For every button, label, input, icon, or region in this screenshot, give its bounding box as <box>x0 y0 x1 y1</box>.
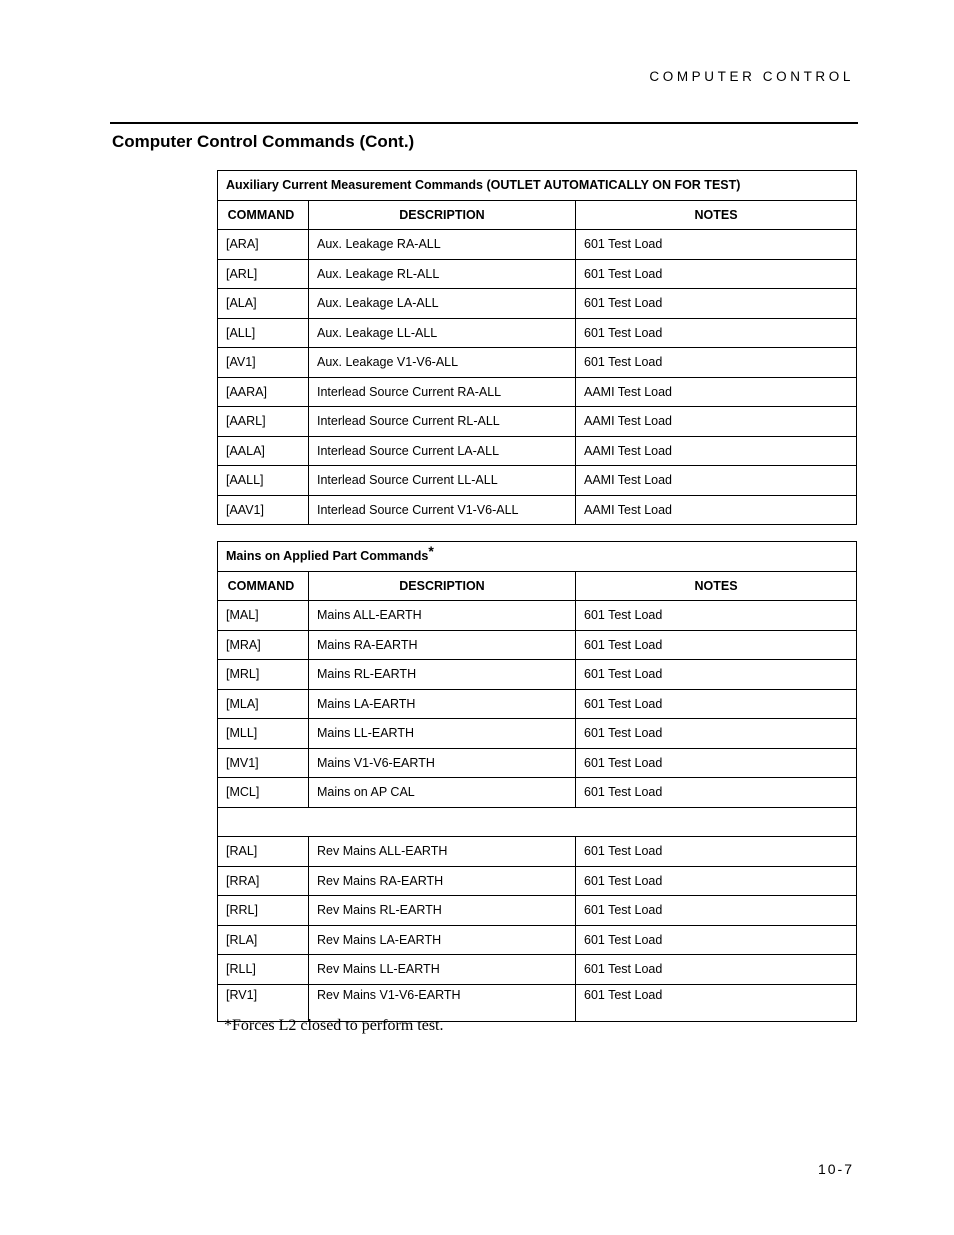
description-cell: Aux. Leakage LA-ALL <box>309 289 576 319</box>
column-header-description: DESCRIPTION <box>309 571 576 601</box>
description-cell: Aux. Leakage RL-ALL <box>309 259 576 289</box>
table-row <box>218 778 857 808</box>
description-cell: Mains ALL-EARTH <box>309 601 576 631</box>
table-row <box>218 689 857 719</box>
notes-cell: 601 Test Load <box>576 719 857 749</box>
footnote: *Forces L2 closed to perform test. <box>224 1017 444 1034</box>
notes-cell: AAMI Test Load <box>576 436 857 466</box>
table-caption: Auxiliary Current Measurement Commands (OUTLET AUTOMATICALLY ON FOR TEST) <box>218 171 857 201</box>
header-rule <box>110 122 858 124</box>
table-row <box>218 719 857 749</box>
table-row <box>218 495 857 525</box>
table-caption <box>218 542 857 572</box>
table-row <box>218 925 857 955</box>
command-cell: [RRL] <box>218 896 309 926</box>
notes-cell: 601 Test Load <box>576 348 857 378</box>
description-cell: Rev Mains RA-EARTH <box>309 866 576 896</box>
description-cell: Mains RL-EARTH <box>309 660 576 690</box>
description-cell: Aux. Leakage RA-ALL <box>309 230 576 260</box>
command-cell: [RAL] <box>218 837 309 867</box>
caption-text: Mains on Applied Part Commands <box>226 549 429 564</box>
table-row <box>218 866 857 896</box>
description-cell: Mains RA-EARTH <box>309 630 576 660</box>
description-cell: Mains LA-EARTH <box>309 689 576 719</box>
table-row <box>218 955 857 985</box>
notes-cell: 601 Test Load <box>576 318 857 348</box>
column-header-description: DESCRIPTION <box>309 200 576 230</box>
command-cell: [AARA] <box>218 377 309 407</box>
command-cell: [ARL] <box>218 259 309 289</box>
spacer-row <box>218 807 857 837</box>
page-number: 10-7 <box>817 1161 854 1177</box>
command-cell: [AAV1] <box>218 495 309 525</box>
notes-cell: 601 Test Load <box>576 660 857 690</box>
command-cell: [AALA] <box>218 436 309 466</box>
table-row <box>218 896 857 926</box>
notes-cell: 601 Test Load <box>576 689 857 719</box>
table-row <box>218 630 857 660</box>
description-cell: Interlead Source Current LA-ALL <box>309 436 576 466</box>
command-cell: [MRL] <box>218 660 309 690</box>
table-row <box>218 748 857 778</box>
spacer-cell <box>218 807 857 837</box>
notes-cell: 601 Test Load <box>576 925 857 955</box>
command-cell: [AARL] <box>218 407 309 437</box>
notes-cell: 601 Test Load <box>576 230 857 260</box>
table-row <box>218 466 857 496</box>
notes-cell: AAMI Test Load <box>576 377 857 407</box>
description-cell: Interlead Source Current V1-V6-ALL <box>309 495 576 525</box>
running-head: COMPUTER CONTROL <box>649 69 854 84</box>
command-cell: [ALL] <box>218 318 309 348</box>
table-row <box>218 837 857 867</box>
command-cell: [MLL] <box>218 719 309 749</box>
notes-cell: 601 Test Load <box>576 837 857 867</box>
command-cell: [MAL] <box>218 601 309 631</box>
footnote-marker: * <box>428 543 434 560</box>
notes-cell: 601 Test Load <box>576 748 857 778</box>
command-cell: [ALA] <box>218 289 309 319</box>
command-cell: [MCL] <box>218 778 309 808</box>
description-cell: Interlead Source Current RA-ALL <box>309 377 576 407</box>
notes-cell: 601 Test Load <box>576 778 857 808</box>
notes-cell: AAMI Test Load <box>576 495 857 525</box>
mains-applied-part-commands-table <box>217 541 857 1022</box>
description-cell: Rev Mains RL-EARTH <box>309 896 576 926</box>
table-row <box>218 984 857 1021</box>
table-row <box>218 230 857 260</box>
command-cell: [ARA] <box>218 230 309 260</box>
description-cell: Mains on AP CAL <box>309 778 576 808</box>
description-cell: Mains LL-EARTH <box>309 719 576 749</box>
description-cell: Rev Mains LA-EARTH <box>309 925 576 955</box>
description-cell: Aux. Leakage V1-V6-ALL <box>309 348 576 378</box>
notes-cell: 601 Test Load <box>576 289 857 319</box>
notes-cell: 601 Test Load <box>576 955 857 985</box>
notes-cell: AAMI Test Load <box>576 407 857 437</box>
table-row <box>218 601 857 631</box>
command-cell: [RLA] <box>218 925 309 955</box>
notes-cell: 601 Test Load <box>576 984 857 1021</box>
command-cell: [MRA] <box>218 630 309 660</box>
column-header-notes: NOTES <box>576 200 857 230</box>
description-cell: Rev Mains V1-V6-EARTH <box>309 984 576 1021</box>
description-cell: Interlead Source Current RL-ALL <box>309 407 576 437</box>
notes-cell: AAMI Test Load <box>576 466 857 496</box>
description-cell: Rev Mains LL-EARTH <box>309 955 576 985</box>
command-cell: [AV1] <box>218 348 309 378</box>
table-row <box>218 377 857 407</box>
table-row <box>218 318 857 348</box>
notes-cell: 601 Test Load <box>576 601 857 631</box>
command-cell: [RV1] <box>218 984 309 1021</box>
description-cell: Aux. Leakage LL-ALL <box>309 318 576 348</box>
description-cell: Interlead Source Current LL-ALL <box>309 466 576 496</box>
command-cell: [MV1] <box>218 748 309 778</box>
aux-current-commands-table <box>217 170 857 525</box>
table-row <box>218 436 857 466</box>
command-cell: [AALL] <box>218 466 309 496</box>
section-title: Computer Control Commands (Cont.) <box>112 132 415 151</box>
column-header-command: COMMAND <box>218 571 309 601</box>
description-cell: Mains V1-V6-EARTH <box>309 748 576 778</box>
notes-cell: 601 Test Load <box>576 866 857 896</box>
table-row <box>218 660 857 690</box>
column-header-notes: NOTES <box>576 571 857 601</box>
table-row <box>218 259 857 289</box>
notes-cell: 601 Test Load <box>576 259 857 289</box>
column-header-command: COMMAND <box>218 200 309 230</box>
table-row <box>218 348 857 378</box>
notes-cell: 601 Test Load <box>576 896 857 926</box>
command-cell: [MLA] <box>218 689 309 719</box>
notes-cell: 601 Test Load <box>576 630 857 660</box>
table-row <box>218 289 857 319</box>
description-cell: Rev Mains ALL-EARTH <box>309 837 576 867</box>
table-row <box>218 407 857 437</box>
command-cell: [RLL] <box>218 955 309 985</box>
command-cell: [RRA] <box>218 866 309 896</box>
